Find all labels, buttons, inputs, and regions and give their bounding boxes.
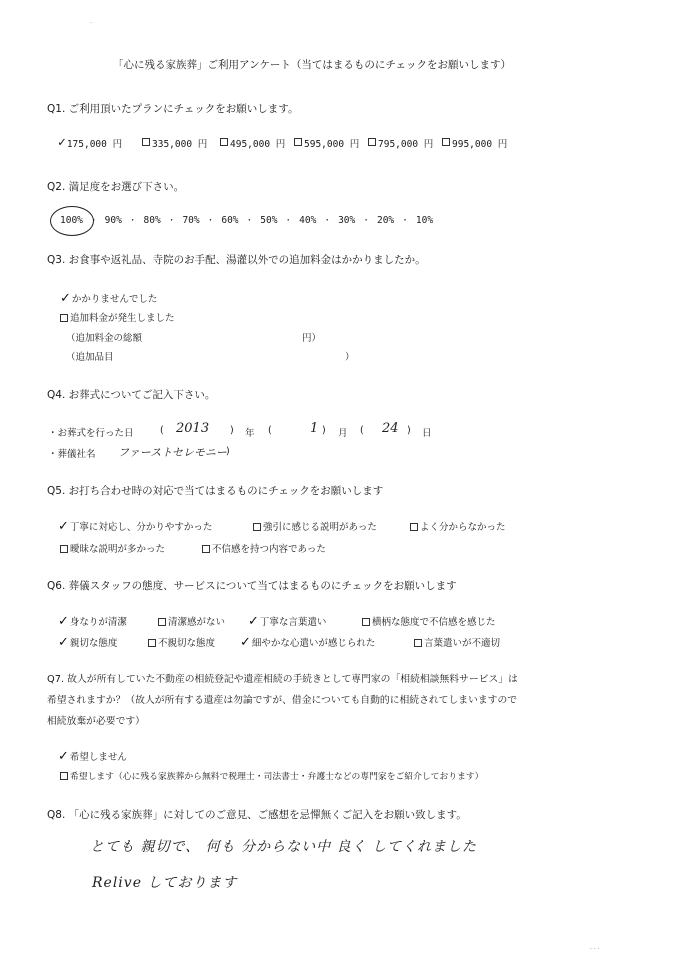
checkbox-icon bbox=[410, 523, 418, 531]
q1-option[interactable]: ✓ 175,000 円 bbox=[58, 135, 123, 150]
checkbox-icon bbox=[368, 138, 376, 146]
checkbox-icon bbox=[253, 523, 261, 531]
q2-options: 100% · 90% · 80% · 70% · 60% · 50% · 40% · 30% · 20% · 10% bbox=[60, 215, 434, 226]
q1-question: Q1. ご利用頂いたプランにチェックをお願いします。 bbox=[47, 103, 299, 115]
checkmark-icon: ✓ bbox=[58, 519, 69, 534]
q2-option[interactable]: 10% bbox=[415, 215, 434, 226]
q6-option[interactable]: 横柄な態度で不信感を感じた bbox=[362, 614, 496, 628]
paren-open: ( bbox=[268, 425, 272, 436]
checkbox-icon bbox=[220, 138, 228, 146]
q2-option[interactable]: 30% bbox=[338, 215, 356, 226]
checkmark-icon: ✓ bbox=[240, 635, 251, 650]
q6-option[interactable]: 言葉遣いが不適切 bbox=[414, 635, 500, 649]
scan-speck: · · · bbox=[590, 946, 600, 953]
paren-close: ) bbox=[226, 446, 230, 457]
checkmark-icon: ✓ bbox=[58, 635, 69, 650]
paren-close: ) bbox=[230, 425, 234, 436]
checkbox-icon bbox=[158, 618, 166, 626]
q6-option[interactable]: ✓身なりが清潔 bbox=[58, 614, 127, 629]
q8-question: Q8. 「心に残る家族葬」に対してのご意見、ご感想を忌憚無くご記入をお願い致します。 bbox=[47, 809, 467, 821]
q4-month-unit: 月 bbox=[338, 428, 348, 439]
q2-option[interactable]: 20% bbox=[376, 215, 395, 226]
checkbox-icon bbox=[294, 138, 302, 146]
q2-option[interactable]: 40% bbox=[299, 215, 317, 226]
q1-option[interactable]: 795,000 円 bbox=[368, 136, 442, 150]
q6-option[interactable]: ✓親切な態度 bbox=[58, 635, 118, 650]
q7-option-yes[interactable]: 希望します（心に残る家族葬から無料で税理士・司法書士・弁護士などの専門家をご紹介しております） bbox=[60, 769, 483, 782]
q2-option[interactable]: 100% bbox=[60, 215, 83, 226]
q7-option-no[interactable]: ✓希望しません bbox=[58, 749, 127, 764]
checkbox-icon bbox=[60, 545, 68, 553]
q6-option[interactable]: ✓細やかな心遣いが感じられた bbox=[240, 635, 376, 650]
checkbox-icon bbox=[202, 545, 210, 553]
q5-option[interactable]: ✓丁寧に対応し、分かりやすかった bbox=[58, 519, 213, 534]
q4-day-value: 24 bbox=[382, 421, 399, 436]
checkbox-icon bbox=[362, 618, 370, 626]
q1-options bbox=[58, 136, 507, 150]
checkbox-icon bbox=[142, 138, 150, 146]
q1-option[interactable]: 495,000 円 bbox=[220, 136, 294, 150]
survey-title: 「心に残る家族葬」ご利用アンケート（当てはまるものにチェックをお願いします） bbox=[113, 59, 512, 71]
q2-option[interactable]: 70% bbox=[182, 215, 200, 226]
checkmark-icon: ✓ bbox=[58, 749, 69, 764]
q5-option[interactable]: 曖昧な説明が多かった bbox=[60, 541, 165, 555]
q4-question: Q4. お葬式についてご記入下さい。 bbox=[47, 389, 216, 401]
q3-total-label: （追加料金の総額 bbox=[66, 333, 143, 344]
checkbox-icon bbox=[442, 138, 450, 146]
q3-item-label: （追加品目 bbox=[66, 352, 114, 363]
q5-option[interactable]: よく分からなかった bbox=[410, 519, 506, 533]
paren-close: ) bbox=[407, 425, 411, 436]
q6-option[interactable]: 不親切な態度 bbox=[148, 635, 215, 649]
q6-question: Q6. 葬儀スタッフの態度、サービスについて当てはまるものにチェックをお願いします bbox=[47, 580, 457, 592]
paren-open: ( bbox=[160, 425, 164, 436]
q3-question: Q3. お食事や返礼品、寺院のお手配、湯灌以外での追加料金はかかりましたか。 bbox=[47, 254, 426, 266]
q4-month-value: 1 bbox=[310, 421, 319, 436]
q7-question-line2: 希望されますか？（故人が所有する遺産は勿論ですが、借金についても自動的に相続されてしまいますので bbox=[47, 695, 518, 706]
paren-open: ( bbox=[360, 425, 364, 436]
q6-option[interactable]: 清潔感がない bbox=[158, 614, 225, 628]
q3-total-unit: 円） bbox=[302, 333, 322, 344]
q5-option[interactable]: 不信感を持つ内容であった bbox=[202, 541, 326, 555]
q8-answer-line1: とても 親切で、 何も 分からない中 良く してくれました bbox=[90, 839, 477, 855]
checkbox-icon bbox=[60, 772, 68, 780]
q4-company-value: ファーストセレモニー bbox=[118, 446, 227, 459]
q6-option[interactable]: ✓丁寧な言葉遣い bbox=[248, 614, 327, 629]
q4-company-label: ・葬儀社名 bbox=[48, 449, 96, 460]
q1-option[interactable]: 995,000 円 bbox=[442, 136, 507, 150]
q7-question-line3: 相続放棄が必要です） bbox=[47, 716, 145, 727]
q2-option[interactable]: 60% bbox=[221, 215, 239, 226]
scan-speck: · bbox=[90, 20, 92, 27]
checkmark-icon: ✓ bbox=[58, 614, 69, 629]
q1-option[interactable]: 335,000 円 bbox=[142, 136, 220, 150]
q7-question-line1: Q7. 故人が所有していた不動産の相続登記や遺産相続の手続きとして専門家の「相続相談無料サービス」は bbox=[47, 674, 518, 685]
q5-question: Q5. お打ち合わせ時の対応で当てはまるものにチェックをお願いします bbox=[47, 485, 384, 497]
q4-year-unit: 年 bbox=[245, 428, 255, 439]
q1-option[interactable]: 595,000 円 bbox=[294, 136, 368, 150]
paren-close: ) bbox=[322, 425, 326, 436]
checkbox-icon bbox=[148, 639, 156, 647]
q2-option[interactable]: 80% bbox=[143, 215, 161, 226]
checkmark-icon: ✓ bbox=[248, 614, 259, 629]
q3-item-close: ） bbox=[345, 352, 355, 363]
q4-year-value: 2013 bbox=[176, 421, 210, 436]
q2-option[interactable]: 90% bbox=[104, 215, 122, 226]
checkmark-icon: ✓ bbox=[60, 291, 71, 306]
checkmark-icon: ✓ bbox=[58, 135, 66, 150]
checkbox-icon bbox=[60, 314, 68, 322]
q2-question: Q2. 満足度をお選び下さい。 bbox=[47, 181, 185, 193]
q2-option[interactable]: 50% bbox=[260, 215, 278, 226]
q5-option[interactable]: 強引に感じる説明があった bbox=[253, 519, 377, 533]
q8-answer-line2: Relive しております bbox=[92, 875, 238, 891]
q3-option-extra[interactable]: 追加料金が発生しました bbox=[60, 310, 175, 324]
checkbox-icon bbox=[414, 639, 422, 647]
q3-option-none[interactable]: ✓かかりませんでした bbox=[60, 291, 158, 306]
q4-date-label: ・お葬式を行った日 bbox=[48, 428, 134, 439]
q4-day-unit: 日 bbox=[422, 428, 432, 439]
